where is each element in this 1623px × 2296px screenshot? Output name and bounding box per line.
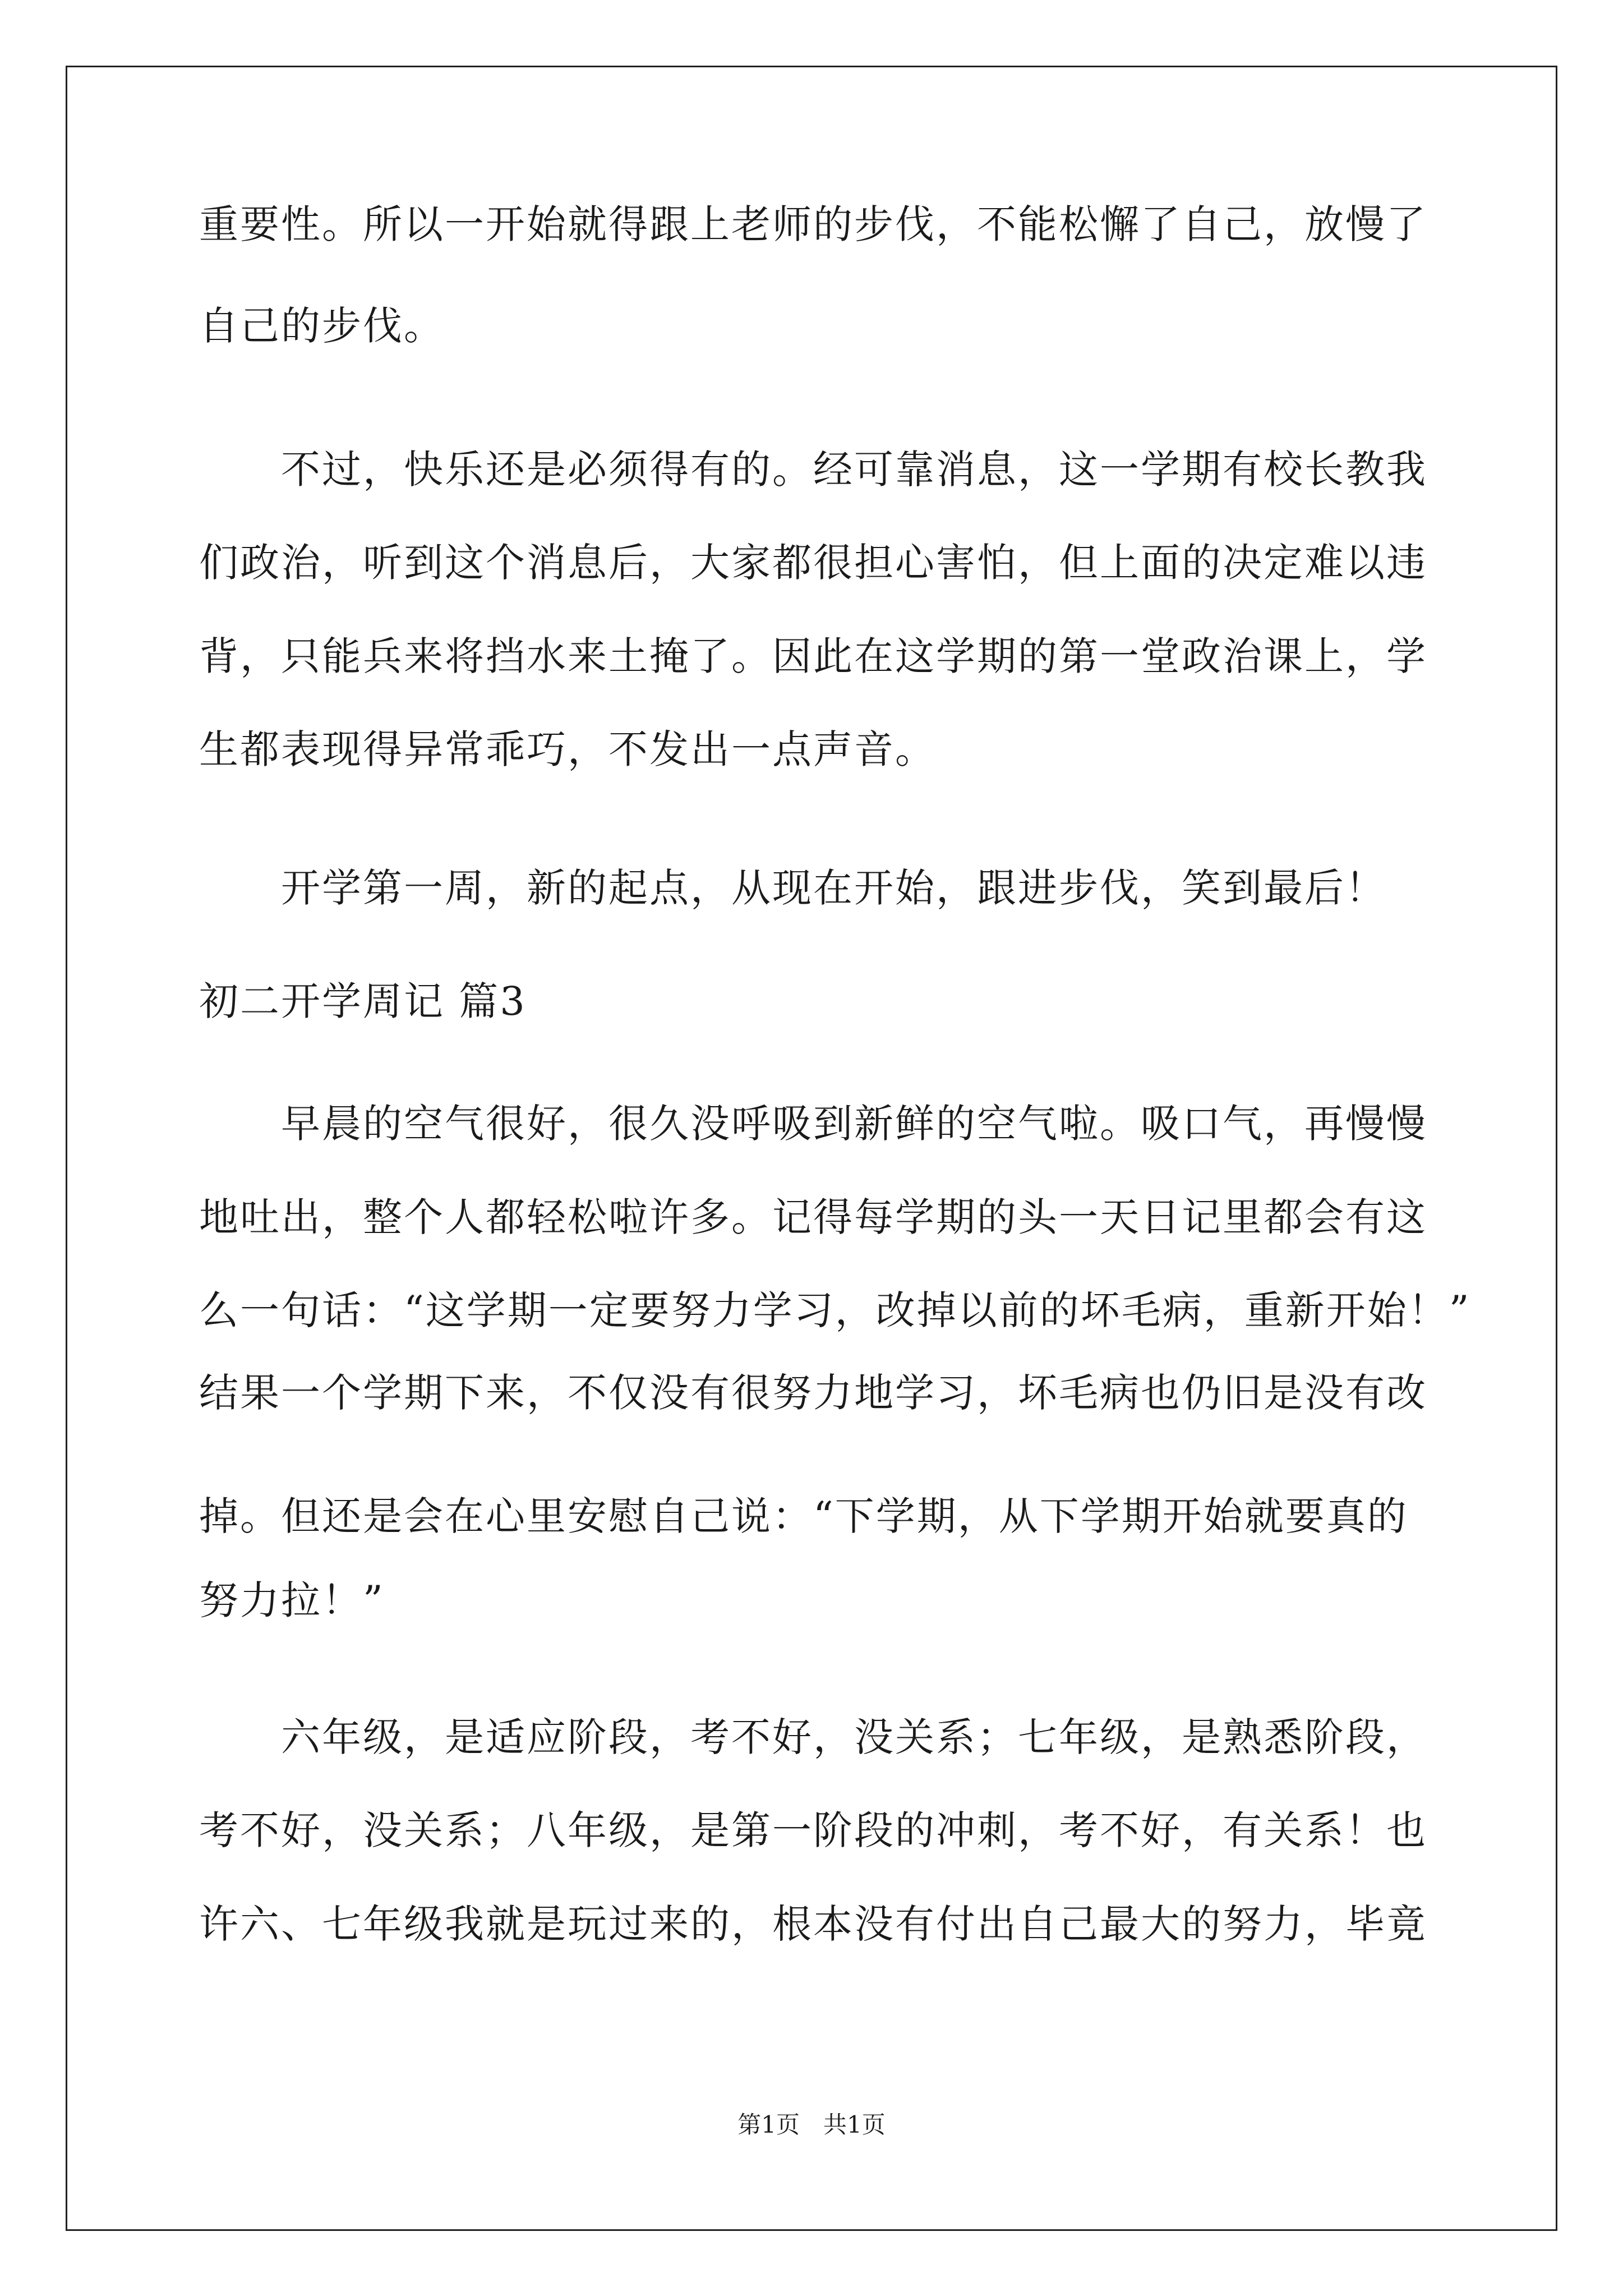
text-line: 背，只能兵来将挡水来土掩了。因此在这学期的第一堂政治课上，学 [199,633,1427,679]
text-line: 早晨的空气很好，很久没呼吸到新鲜的空气啦。吸口气，再慢慢 [199,1101,1427,1147]
text-line: 地吐出，整个人都轻松啦许多。记得每学期的头一天日记里都会有这 [199,1194,1427,1240]
text-line: 重要性。所以一开始就得跟上老师的步伐，不能松懈了自己，放慢了 [199,201,1427,247]
page-footer: 第1页 共1页 [737,2111,886,2138]
text-line: 开学第一周，新的起点，从现在开始，跟进步伐，笑到最后！ [199,865,1386,911]
text-line: 掉。但还是会在心里安慰自己说：“下学期，从下学期开始就要真的 [199,1493,1408,1539]
text-line: 生都表现得异常乖巧，不发出一点声音。 [199,726,936,772]
text-line: 考不好，没关系；八年级，是第一阶段的冲刺，考不好，有关系！也 [199,1807,1427,1853]
text-line: 六年级，是适应阶段，考不好，没关系；七年级，是熟悉阶段， [199,1714,1427,1760]
text-line: 许六、七年级我就是玩过来的，根本没有付出自己最大的努力，毕竟 [199,1901,1427,1947]
text-line: 结果一个学期下来，不仅没有很努力地学习，坏毛病也仍旧是没有改 [199,1370,1427,1416]
text-line: 努力拉！” [199,1577,385,1623]
text-line: 不过，快乐还是必须得有的。经可靠消息，这一学期有校长教我 [199,447,1427,493]
text-line: 们政治，听到这个消息后，大家都很担心害怕，但上面的决定难以违 [199,540,1427,586]
section-heading: 初二开学周记 篇3 [199,978,527,1024]
text-line: 自己的步伐。 [199,303,445,349]
text-line: 么一句话：“这学期一定要努力学习，改掉以前的坏毛病，重新开始！” [199,1287,1471,1333]
